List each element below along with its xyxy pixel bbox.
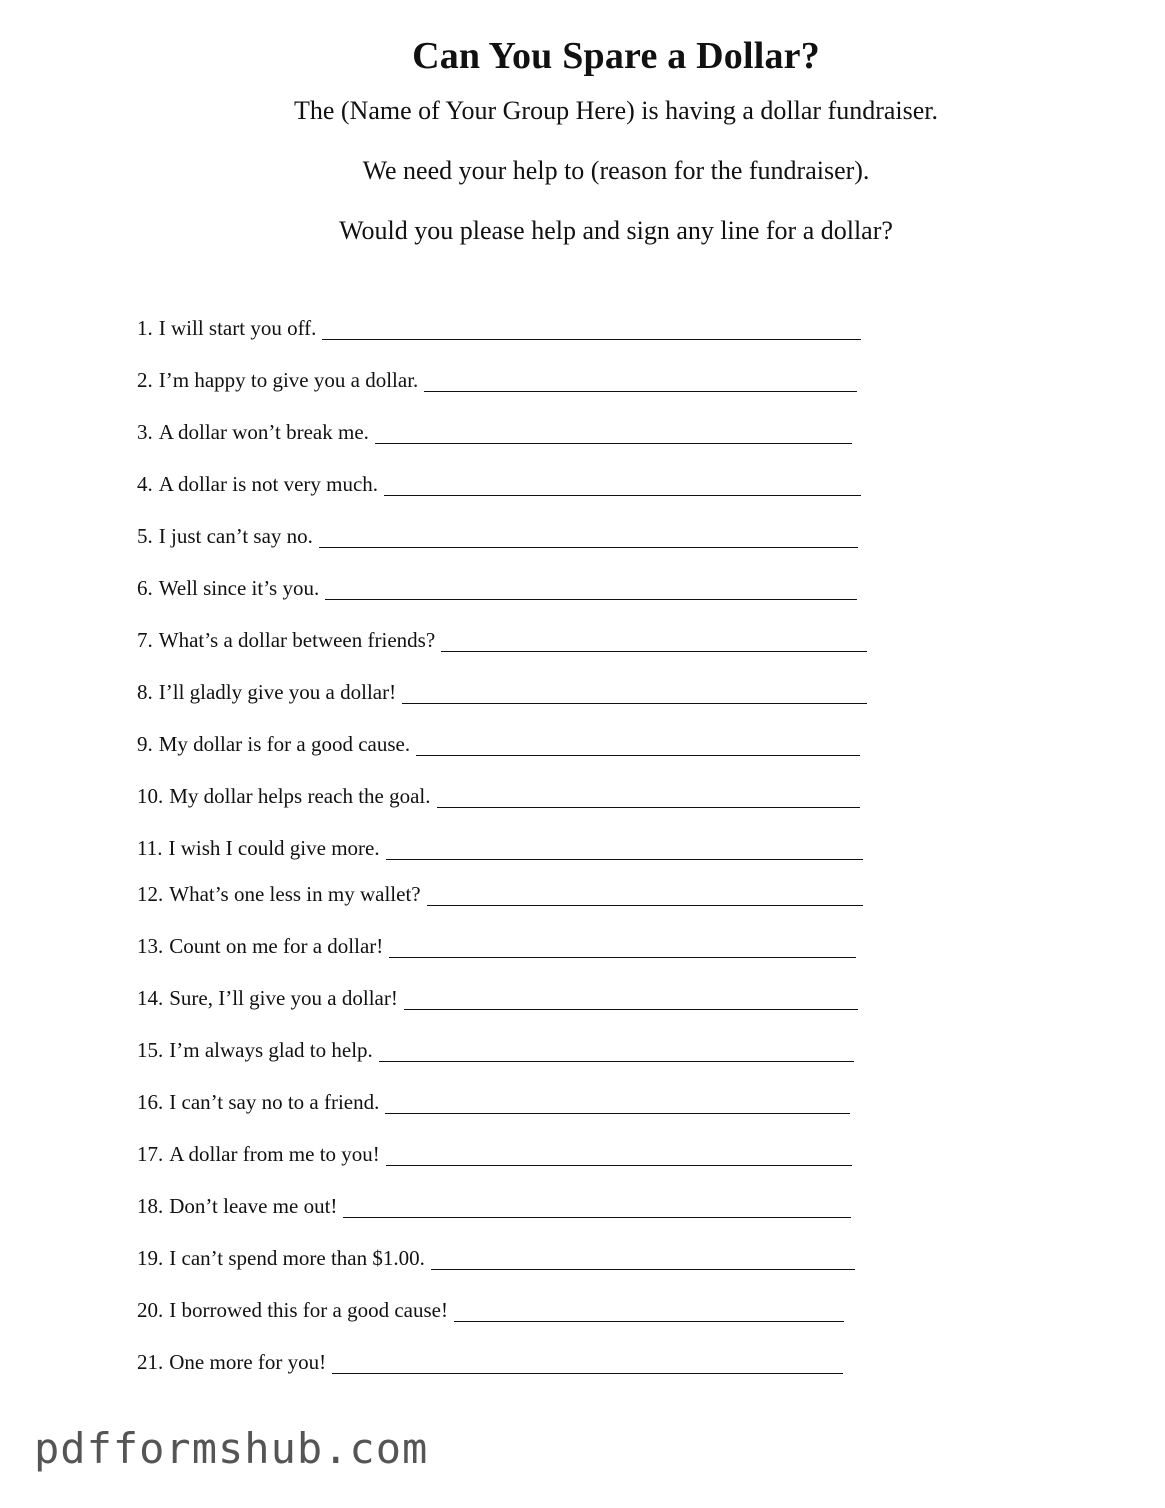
line-number: 7. [137, 628, 153, 652]
line-number: 9. [137, 732, 153, 756]
line-number: 1. [137, 316, 153, 340]
signature-line [137, 782, 860, 810]
intro-line-reason: We need your help to (reason for the fundraiser). [362, 156, 870, 185]
signature-line [137, 880, 863, 908]
line-number: 4. [137, 472, 153, 496]
signature-line [137, 366, 857, 394]
line-number: 12. [137, 882, 164, 906]
signature-blank[interactable] [322, 338, 861, 340]
signature-line [137, 1348, 843, 1376]
line-number: 19. [137, 1246, 164, 1270]
line-text: Well since it’s you. [158, 576, 320, 600]
line-text: Count on me for a dollar! [169, 934, 384, 958]
signature-blank[interactable] [319, 546, 858, 548]
signature-line [137, 314, 861, 342]
signature-blank[interactable] [325, 598, 857, 600]
line-text: I’m always glad to help. [169, 1038, 373, 1062]
signature-blank[interactable] [424, 390, 857, 392]
line-text: A dollar is not very much. [158, 472, 379, 496]
line-number: 14. [137, 986, 164, 1010]
signature-blank[interactable] [386, 1164, 852, 1166]
signature-line [137, 1296, 844, 1324]
line-text: My dollar is for a good cause. [158, 732, 411, 756]
signature-line [137, 1088, 850, 1116]
signature-blank[interactable] [427, 904, 863, 906]
line-number: 10. [137, 784, 164, 808]
signature-line [137, 678, 867, 706]
line-text: What’s a dollar between friends? [158, 628, 436, 652]
line-text: One more for you! [169, 1350, 327, 1374]
line-number: 17. [137, 1142, 164, 1166]
signature-blank[interactable] [343, 1216, 851, 1218]
intro-line-group: The (Name of Your Group Here) is having a dollar fundraiser. [293, 96, 939, 125]
signature-line [137, 932, 856, 960]
signature-blank[interactable] [386, 858, 863, 860]
line-number: 21. [137, 1350, 164, 1374]
line-number: 13. [137, 934, 164, 958]
line-number: 2. [137, 368, 153, 392]
signature-line [137, 470, 861, 498]
line-text: A dollar won’t break me. [158, 420, 369, 444]
signature-line [137, 418, 852, 446]
signature-blank[interactable] [441, 650, 867, 652]
signature-line [137, 522, 858, 550]
signature-blank[interactable] [385, 1112, 850, 1114]
page-title: Can You Spare a Dollar? [412, 35, 820, 77]
line-text: Don’t leave me out! [169, 1194, 338, 1218]
signature-blank[interactable] [404, 1008, 858, 1010]
line-text: Sure, I’ll give you a dollar! [169, 986, 398, 1010]
line-text: A dollar from me to you! [169, 1142, 380, 1166]
watermark: pdfformshub.com [34, 1424, 429, 1473]
line-text: I’m happy to give you a dollar. [158, 368, 419, 392]
signature-line [137, 1036, 854, 1064]
signature-blank[interactable] [402, 702, 867, 704]
line-text: I borrowed this for a good cause! [169, 1298, 448, 1322]
line-number: 3. [137, 420, 153, 444]
intro-line-request: Would you please help and sign any line for a dollar? [339, 216, 893, 245]
line-number: 15. [137, 1038, 164, 1062]
line-text: I wish I could give more. [168, 836, 380, 860]
line-number: 8. [137, 680, 153, 704]
signature-blank[interactable] [454, 1320, 844, 1322]
line-number: 6. [137, 576, 153, 600]
line-text: I will start you off. [158, 316, 317, 340]
signature-line [137, 626, 867, 654]
line-number: 11. [137, 836, 163, 860]
line-text: What’s one less in my wallet? [169, 882, 421, 906]
signature-line [137, 1244, 855, 1272]
signature-blank[interactable] [437, 806, 860, 808]
signature-line [137, 730, 860, 758]
signature-blank[interactable] [332, 1372, 843, 1374]
line-text: I can’t spend more than $1.00. [169, 1246, 425, 1270]
signature-blank[interactable] [389, 956, 856, 958]
line-text: I’ll gladly give you a dollar! [158, 680, 397, 704]
signature-line [137, 834, 863, 862]
signature-blank[interactable] [384, 494, 861, 496]
signature-line [137, 574, 857, 602]
signature-blank[interactable] [379, 1060, 854, 1062]
signature-line [137, 1140, 852, 1168]
signature-blank[interactable] [416, 754, 860, 756]
signature-blank[interactable] [431, 1268, 855, 1270]
line-text: I just can’t say no. [158, 524, 313, 548]
signature-line [137, 1192, 851, 1220]
line-number: 18. [137, 1194, 164, 1218]
line-number: 16. [137, 1090, 164, 1114]
signature-blank[interactable] [375, 442, 852, 444]
line-number: 20. [137, 1298, 164, 1322]
line-text: I can’t say no to a friend. [169, 1090, 380, 1114]
line-text: My dollar helps reach the goal. [169, 784, 431, 808]
signature-line [137, 984, 858, 1012]
line-number: 5. [137, 524, 153, 548]
